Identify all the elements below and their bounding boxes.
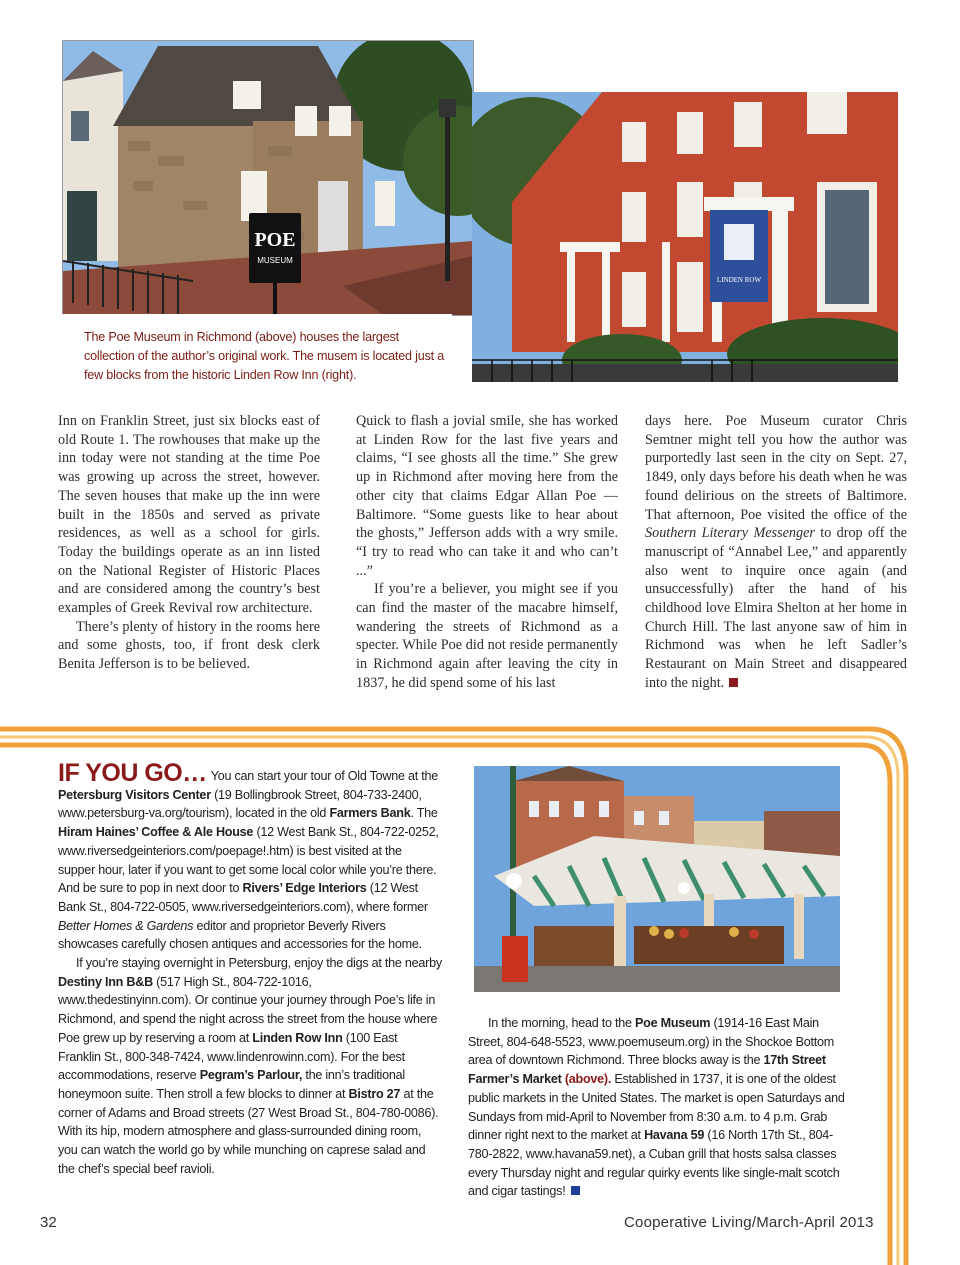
publication-footer: Cooperative Living/March-April 2013 <box>624 1214 874 1231</box>
article-paragraph: There’s plenty of history in the rooms here and some ghosts, too, if front desk clerk Benita Jefferson is to be believed. <box>58 618 320 673</box>
article-column-2 <box>356 412 618 693</box>
photo-caption: The Poe Museum in Richmond (above) houses the largest collection of the author’s original work. The musem is located just a few blocks from the historic Linden Row Inn (right). <box>84 330 445 382</box>
article-column-1 <box>58 412 320 674</box>
article-paragraph: Quick to flash a jovial smile, she has worked at Linden Row for the last five years and claims, “I see ghosts all the time.” She grew up in Richmond after moving here from the other city that claims Edgar Allan Poe — Baltimore. “Some guests like to hear about the ghosts,” Jefferson adds with a wry smile. “I try to read who can take it and who can’t ...” <box>356 413 618 579</box>
farmers-market-illustration <box>474 766 840 992</box>
if-you-go-right <box>468 1014 846 1201</box>
if-you-go-paragraph: In the morning, head to the Poe Museum (1914-16 East Main Street, 804-648-5523, www.poemuseum.org) in the Shockoe Bottom area of downtown Richmond. Three blocks away is the 17th Street Farmer’s Market (above). Established in 1737, it is one of the oldest public markets in the United States. The market is open Saturdays and Sundays from mid-April to November from 8:30 a.m. to 4 p.m. Grab dinner right next to the market at Havana 59 (16 North 17th St., 804-780-2822, www.havana59.net), a Cuban grill that hosts salsa classes every Thursday night and regular quirky events like single-malt scotch and cigar tastings! <box>468 1016 845 1199</box>
linden-banner-text: LINDEN ROW <box>716 276 762 284</box>
poe-sign-subtext: MUSEUM <box>257 256 293 265</box>
publication-title: Southern Literary Messenger <box>645 525 815 542</box>
farmers-market-photo <box>474 766 840 992</box>
article-text: to drop off the manuscript of “Annabel Lee,” and apparently also went to inquire once again (and unsuccessfully) after the hand of his childhood love Elmira Shelton at her home in Church Hill. The last anyone saw of him in Richmond was when he left Sadler’s Restaurant on Main Street and disappeared into the night. <box>645 525 907 691</box>
article-column-3 <box>645 412 907 693</box>
if-you-go-headline: IF YOU GO… <box>58 759 207 787</box>
article-paragraph: Inn on Franklin Street, just six blocks east of old Route 1. The rowhouses that make up the inn today were not standing at the time Poe was growing up across the street, however. The seven houses that make up the inn were built in the 1850s and served as private residences, as well as a school for girls. Today the buildings operate as an inn listed on the National Register of Historic Places and are considered among the country’s best examples of Greek Revival row architecture. <box>58 413 320 617</box>
poe-museum-photo <box>62 40 474 316</box>
photo-caption-box <box>62 314 452 382</box>
article-paragraph: If you’re a believer, you might see if you can find the master of the macabre himself, wandering the streets of Richmond as a specter. While Poe did not reside permanently in Richmond again after leaving the city in 1837, he did spend some of his last <box>356 581 618 691</box>
linden-row-illustration <box>472 92 898 382</box>
if-you-go-left <box>58 759 442 1178</box>
if-you-go-paragraph: IF YOU GO… You can start your tour of Old Towne at the Petersburg Visitors Center (19 Bollingbrook Street, 804-733-2400, www.petersburg-va.org/tourism), located in the old Farmers Bank. The Hiram Haines’ Coffee & Ale House (12 West Bank St., 804-722-0252, www.riversedgeinteriors.com/poepage!.htm) is best visited at the supper hour, later if you want to get some local color while you’re there. And be sure to pop in next door to Rivers’ Edge Interiors (12 West Bank St., 804-722-0505, www.riversedgeinteriors.com), where former Better Homes & Gardens editor and proprietor Beverly Rivers showcases carefully chosen antiques and accessories for the home. <box>58 759 439 952</box>
poe-museum-illustration <box>63 41 473 315</box>
end-mark-icon <box>729 678 738 687</box>
end-mark-icon <box>571 1186 580 1195</box>
linden-row-photo <box>472 92 898 382</box>
if-you-go-paragraph: If you’re staying overnight in Petersburg, enjoy the digs at the nearby Destiny Inn B&B (517 High St., 804-722-1016, www.thedestinyinn.com). Or continue your journey through Poe’s life in Richmond, and spend the night across the street from the house where Poe grew up by reserving a room at Linden Row Inn (100 East Franklin St., 800-348-7424, www.lindenrowinn.com). For the best accommodations, reserve Pegram’s Parlour, the inn’s traditional honeymoon suite. Then stroll a few blocks to dinner at Bistro 27 at the corner of Adams and Broad streets (27 West Broad St., 804-780-0086). With its hip, modern atmosphere and glass-surrounded dining room, you can watch the world go by while munching on caprese salad and the chef’s special beef ravioli. <box>58 956 442 1176</box>
article-text: days here. Poe Museum curator Chris Semtner might tell you how the author was purportedly last seen in the city on Sept. 27, 1849, only days before his death when he was found delirious on the streets of Baltimore. That afternoon, Poe visited the office of the <box>645 413 907 523</box>
article-paragraph <box>645 412 907 693</box>
poe-sign-text: POE <box>254 229 296 251</box>
page-number: 32 <box>40 1214 57 1231</box>
